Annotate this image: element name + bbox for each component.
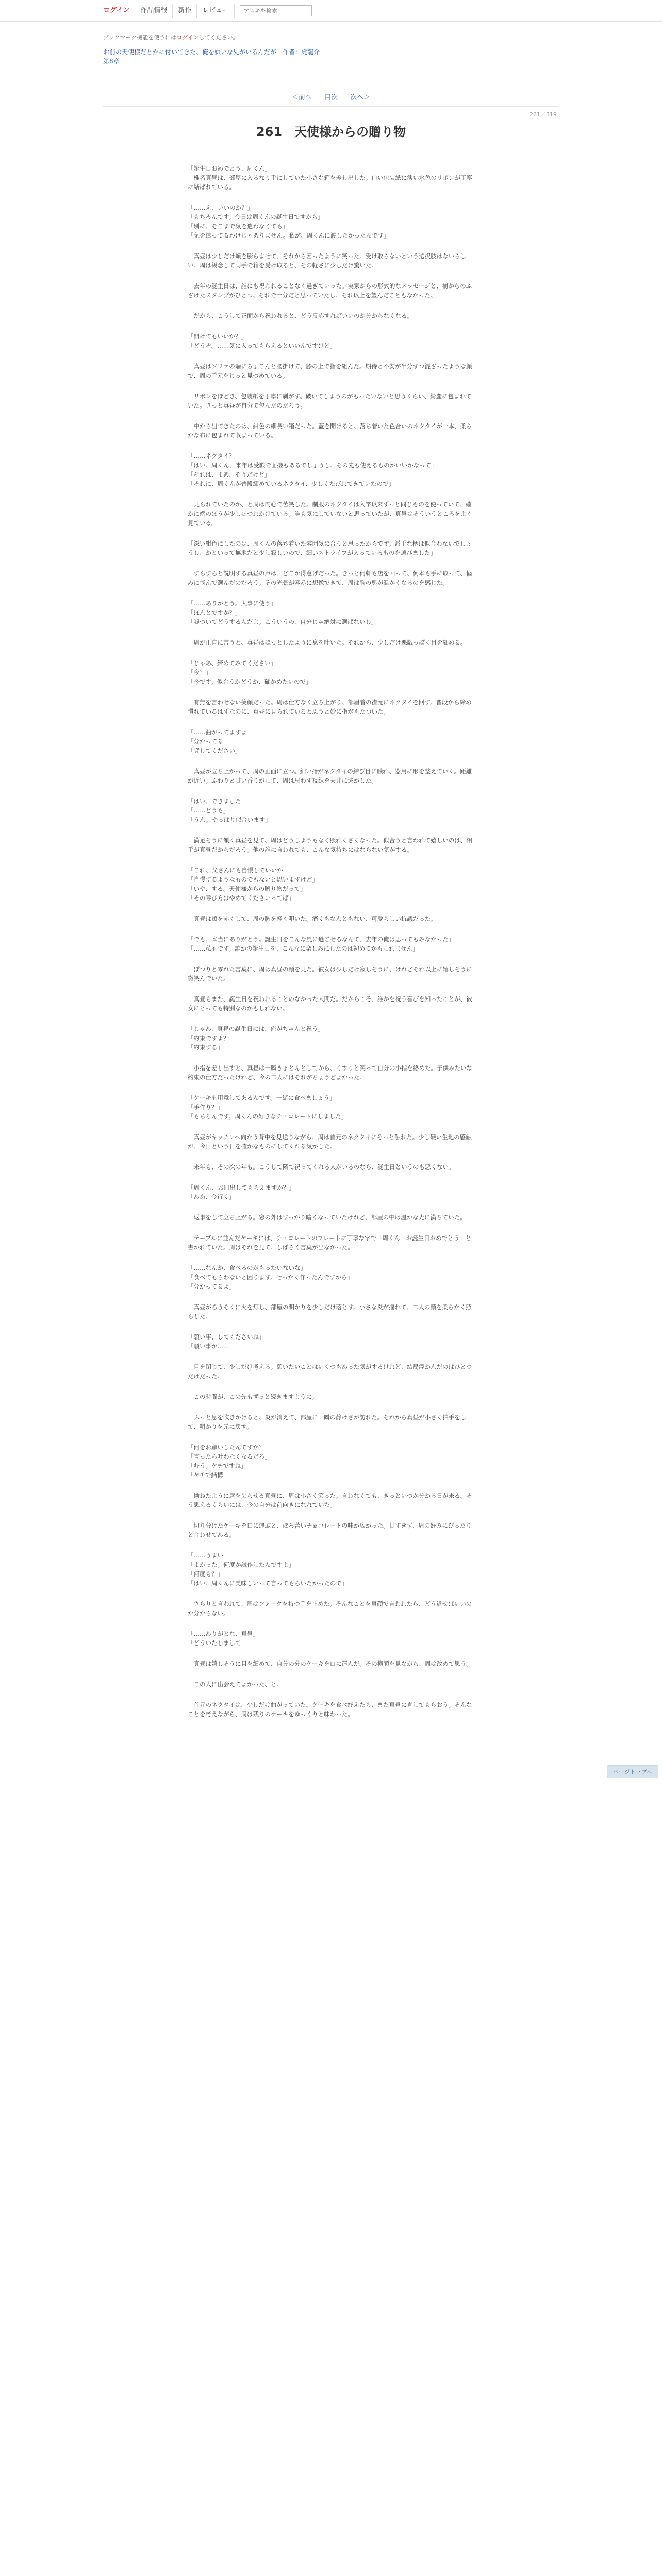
chapter-navigation — [0, 92, 662, 101]
notice-prefix: ブックマーク機能を使うには — [103, 34, 177, 41]
body-paragraph: 真昼がろうそくに火を灯し、部屋の明かりを少しだけ落とす。小さな炎が揺れて、二人の顔を柔らかく照らした。 — [188, 1303, 472, 1320]
bookmark-notice — [103, 33, 239, 41]
body-paragraph: 満足そうに頷く真昼を見て、周はどうしようもなく照れくさくなった。似合うと言われて嬉しいのは、相手が真昼だからだろう。他の誰に言われても、こんな気持ちにはならない気がする。 — [188, 837, 472, 853]
body-paragraph: 「これ、父さんにも自慢していいか」 「自慢するようなものでもないと思いますけど」 「いや、する。天使様からの贈り物だって」 「その呼び方はやめてくださいってば」 — [188, 867, 318, 902]
notice-suffix: してください。 — [198, 34, 239, 41]
login-link[interactable]: ログイン — [98, 4, 135, 18]
body-paragraph: 目を閉じて、少しだけ考える。願いたいことはいくつもあった気がするけれど、結局浮かんだのはひとつだけだった。 — [188, 1363, 472, 1380]
body-paragraph: 小指を差し出すと、真昼は一瞬きょとんとしてから、くすりと笑って自分の小指を絡めた。子供みたいな約束の仕方だったけれど、今の二人にはそれがちょうどよかった。 — [188, 1064, 472, 1081]
body-paragraph: 「開けてもいいか？」 「どうぞ。……気に入ってもらえるといいんですけど」 — [188, 333, 336, 349]
page-count: 261／319 — [529, 111, 557, 118]
body-paragraph: 返事をして立ち上がる。窓の外はすっかり暗くなっていたけれど、部屋の中は温かな光に満ちていた。 — [188, 1214, 466, 1221]
body-paragraph: 中から出てきたのは、紺色の細長い箱だった。蓋を開けると、落ち着いた色合いのネクタイが一本、柔らかな布に包まれて収まっている。 — [188, 422, 472, 439]
body-paragraph: ぽつりと零れた言葉に、周は真昼の顔を見た。彼女は少しだけ寂しそうに、けれどそれ以上に嬉しそうに微笑んでいた。 — [188, 965, 472, 982]
body-paragraph: 真昼はソファの端にちょこんと腰掛けて、膝の上で指を組んだ。期待と不安が半分ずつ混ざったような顔で、周の手元をじっと見つめている。 — [188, 363, 472, 379]
body-paragraph: 見られていたのか、と周は内心で苦笑した。制服のネクタイは入学以来ずっと同じものを使っていて、確かに端のほうが少しほつれかけている。誰も気にしていないと思っていたが、真昼はそういうところをよく見ている。 — [188, 501, 472, 527]
notice-login-link[interactable]: ログイン — [176, 34, 199, 41]
table-of-contents-link[interactable]: 目次 — [324, 94, 338, 101]
series-title-link[interactable]: お前の天使様だとかに付いてきた、俺を嫌いな兄がいるんだが 作者：虎龍介 — [103, 48, 320, 56]
series-chapter-label[interactable]: 第8章 — [103, 58, 120, 65]
body-paragraph: 「周くん、お皿出してもらえますか？」 「ああ、今行く」 — [188, 1184, 295, 1200]
prev-chapter-link[interactable]: ＜前へ — [291, 94, 312, 101]
body-paragraph: 「じゃあ、真昼の誕生日には、俺がちゃんと祝う」 「約束ですよ？」 「約束する」 — [188, 1025, 324, 1051]
body-paragraph: 周が正直に言うと、真昼はほっとしたように息を吐いた。それから、少しだけ悪戯っぽく目を細める。 — [188, 639, 467, 646]
body-paragraph: 「……うまい」 「よかった。何度か試作したんですよ」 「何度も？」 「はい。周くんに美味しいって言ってもらいたかったので」 — [188, 1552, 348, 1587]
next-chapter-link[interactable]: 次へ＞ — [350, 94, 371, 101]
search-input[interactable] — [240, 5, 312, 16]
body-paragraph: 「何をお願いしたんですか？」 「言ったら叶わなくなるだろ」 「むう。ケチですね」 「ケチで結構」 — [188, 1444, 271, 1479]
body-paragraph: 「ケーキも用意してあるんです。一緒に食べましょう」 「手作り？」 「もちろんです。周くんの好きなチョコレートにしました」 — [188, 1094, 347, 1120]
body-paragraph: 来年も、その次の年も。こうして隣で祝ってくれる人がいるのなら、誕生日というのも悪くない。 — [188, 1163, 455, 1171]
body-paragraph: 真昼がキッチンへ向かう背中を見送りながら、周は首元のネクタイにそっと触れた。少し硬い生地の感触が、今日という日を確かなものにしてくれる気がした。 — [188, 1133, 472, 1150]
body-paragraph: 「……え、いいのか？」 「もちろんです。今日は周くんの誕生日ですから」 「別に、そこまで気を遣わなくても」 「気を遣ってるわけじゃありません。私が、周くんに渡したかったんです」 — [188, 204, 390, 239]
body-paragraph: 首元のネクタイは、少しだけ曲がっていた。ケーキを食べ終えたら、また真昼に直してもらおう。そんなことを考えながら、周は残りのケーキをゆっくりと味わった。 — [188, 1701, 472, 1718]
body-paragraph: ふっと息を吹きかけると、炎が消えて、部屋に一瞬の静けさが訪れた。それから真昼が小さく拍手をして、明かりを元に戻す。 — [188, 1414, 467, 1430]
body-paragraph: この時間が、この先もずっと続きますように。 — [188, 1393, 318, 1400]
body-paragraph: さらりと言われて、周はフォークを持つ手を止めた。そんなことを真顔で言われたら、どう返せばいいのか分からない。 — [188, 1600, 472, 1617]
page-top-button[interactable]: ページトップへ — [607, 1765, 658, 1778]
body-paragraph: 拗ねたように唇を尖らせる真昼に、周は小さく笑った。言わなくても、きっといつか分かる日が来る。そう思えるくらいには、今の自分は前向きになれていた。 — [188, 1492, 472, 1509]
body-paragraph: 「……曲がってますよ」 「分かってる」 「貸してください」 — [188, 728, 253, 754]
body-paragraph: 「深い紺色にしたのは、周くんの落ち着いた雰囲気に合うと思ったからです。派手な柄は似合わないでしょうし、かといって無地だと少し寂しいので、細いストライプが入っているものを選びました」 — [188, 540, 472, 556]
review-link[interactable]: レビュー — [197, 4, 235, 18]
body-paragraph: 「……なんか、食べるのがもったいないな」 「食べてもらわないと困ります。せっかく作ったんですから」 「分かってるよ」 — [188, 1264, 353, 1290]
works-link[interactable]: 作品情報 — [135, 4, 173, 18]
body-paragraph: 「でも、本当にありがとう。誕生日をこんな風に過ごせるなんて、去年の俺は思ってもみなかった」 「……私もです。誰かの誕生日を、こんなに楽しみにしたのは初めてかもしれません」 — [188, 936, 455, 952]
body-paragraph: 「じゃあ、締めてみてください」 「今？」 「今です。似合うかどうか、確かめたいので」 — [188, 659, 312, 685]
body-paragraph: 真昼は少しだけ頬を膨らませて、それから困ったように笑った。受け取らないという選択肢はないらしい。周は観念して両手で箱を受け取ると、その軽さに少しだけ驚いた。 — [188, 252, 467, 269]
body-paragraph: 真昼は嬉しそうに目を細めて、自分の分のケーキを口に運んだ。その横顔を見ながら、周は改めて思う。 — [188, 1660, 472, 1667]
novel-link[interactable]: 新作 — [173, 4, 197, 18]
top-navigation — [0, 0, 662, 22]
chapter-title: 261 天使様からの贈り物 — [256, 125, 406, 139]
body-paragraph: 真昼は頬を赤くして、周の胸を軽く叩いた。痛くもなんともない、可愛らしい抗議だった。 — [188, 915, 437, 922]
body-paragraph: 真昼もまた、誕生日を祝われることのなかった人間だ。だからこそ、誰かを祝う喜びを知ったことが、彼女にとっても特別なのかもしれない。 — [188, 995, 472, 1012]
body-paragraph: 去年の誕生日は、誰にも祝われることなく過ぎていった。実家からの形式的なメッセージと、樹からのふざけたスタンプがひとつ。それで十分だと思っていたし、それ以上を望んだこともなかった。 — [188, 282, 472, 299]
body-paragraph: この人に出会えてよかった、と。 — [188, 1681, 283, 1688]
body-paragraph: だから、こうして正面から祝われると、どう反応すればいいのか分からなくなる。 — [188, 312, 413, 319]
body-paragraph: 有無を言わせない笑顔だった。周は仕方なく立ち上がり、部屋着の襟元にネクタイを回す。普段から締め慣れているはずなのに、真昼に見られていると思うと妙に指がもたついた。 — [188, 699, 472, 715]
body-paragraph: 「……ネクタイ？」 「はい。周くん、来年は受験で面接もあるでしょうし、その先も使えるものがいいかなって」 「それは、まあ、そうだけど」 「それに、周くんが普段締めているネクタイ、少しくたびれてきていたので」 — [188, 452, 437, 487]
body-paragraph: 真昼が立ち上がって、周の正面に立つ。細い指がネクタイの結び目に触れ、器用に形を整えていく。距離が近い。ふわりと甘い香りがして、周は思わず視線を天井に逃がした。 — [188, 768, 472, 784]
top-navigation-items — [98, 4, 312, 18]
body-paragraph: テーブルに並んだケーキには、チョコレートのプレートに丁寧な字で「周くん お誕生日おめでとう」と書かれていた。周はそれを見て、しばらく言葉が出なかった。 — [188, 1234, 472, 1251]
body-paragraph: すらすらと説明する真昼の声は、どこか得意げだった。きっと何軒も店を回って、何本も手に取って、悩みに悩んで選んだのだろう。その光景が容易に想像できて、周は胸の奥が温かくなるのを感じた。 — [188, 570, 472, 586]
body-paragraph: リボンをほどき、包装紙を丁寧に剥がす。破いてしまうのがもったいないと思うくらい、綺麗に包まれていた。きっと真昼が自分で包んだのだろう。 — [188, 393, 472, 409]
body-paragraph: 「誕生日おめでとう、周くん」 椎名真昼は、部屋に入るなり手にしていた小さな箱を差し出した。白い包装紙に淡い水色のリボンが丁寧に結ばれている。 — [188, 165, 472, 191]
body-paragraph: 「……ありがとう。大事に使う」 「ほんとですか？」 「嘘ついてどうするんだよ。こういうの、自分じゃ絶対に選ばないし」 — [188, 600, 377, 625]
body-paragraph: 「願い事、してくださいね」 「願い事か……」 — [188, 1333, 265, 1350]
body-paragraph: 「……ありがとな、真昼」 「どういたしまして」 — [188, 1630, 259, 1647]
body-paragraph: 「はい、できました」 「……どうも」 「うん。やっぱり似合います」 — [188, 798, 271, 823]
body-paragraph: 切り分けたケーキを口に運ぶと、ほろ苦いチョコレートの味が広がった。甘すぎず、周の好みにぴったりと合わせてある。 — [188, 1522, 472, 1538]
divider — [103, 106, 559, 107]
chapter-body — [188, 164, 474, 1730]
